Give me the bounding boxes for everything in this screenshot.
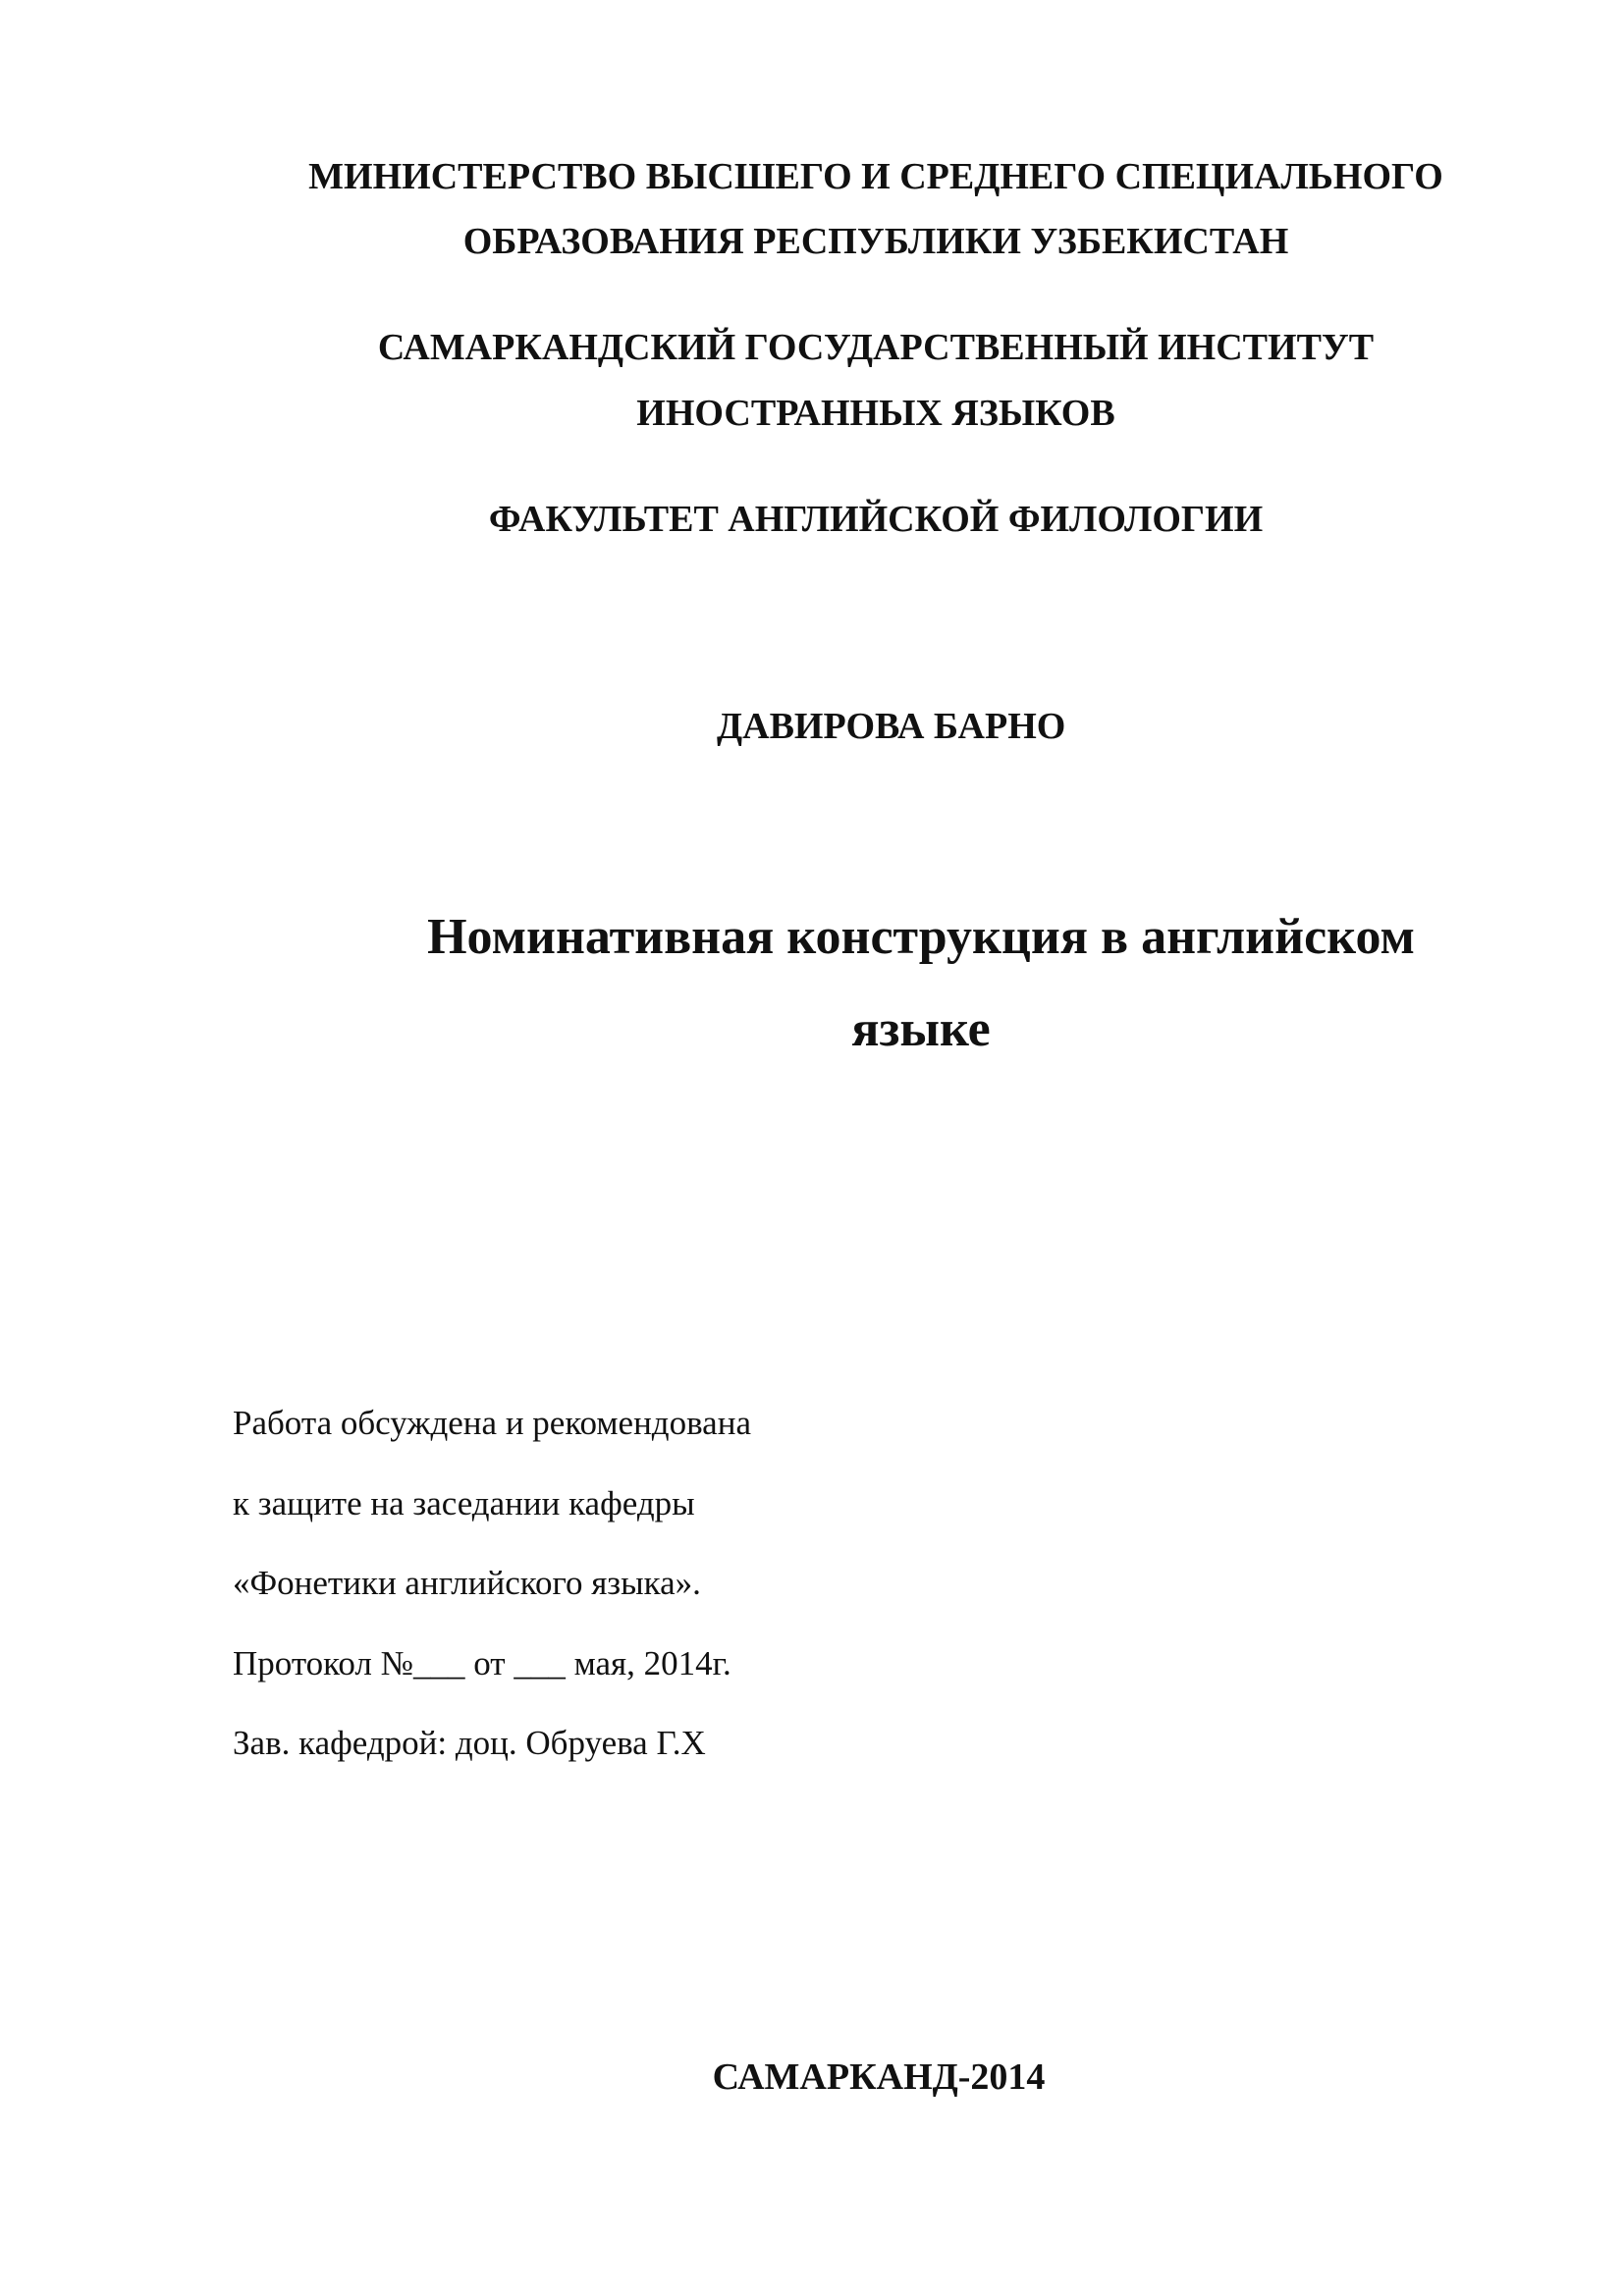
department-head-line: Зав. кафедрой: доц. Обруева Г.Х (233, 1724, 706, 1762)
city-year: САМАРКАНД-2014 (712, 2056, 1046, 2098)
approval-line-2: к защите на заседании кафедры (233, 1484, 695, 1522)
author-name: ДАВИРОВА БАРНО (717, 706, 1066, 747)
institute-line-2: ИНОСТРАННЫХ ЯЗЫКОВ (636, 393, 1115, 434)
approval-line-1: Работа обсуждена и рекомендована (233, 1404, 751, 1442)
ministry-line-1: МИНИСТЕРСТВО ВЫСШЕГО И СРЕДНЕГО СПЕЦИАЛЬНОГО (308, 156, 1443, 197)
thesis-title-line-2: языке (851, 1001, 991, 1057)
institute-line-1: САМАРКАНДСКИЙ ГОСУДАРСТВЕННЫЙ ИНСТИТУТ (377, 327, 1375, 368)
approval-line-3: «Фонетики английского языка». (233, 1564, 701, 1602)
protocol-line: Протокол №___ от ___ мая, 2014г. (233, 1644, 731, 1682)
thesis-title-line-1: Номинативная конструкция в английском (427, 909, 1415, 965)
faculty-name: ФАКУЛЬТЕТ АНГЛИЙСКОЙ ФИЛОЛОГИИ (488, 499, 1264, 540)
ministry-line-2: ОБРАЗОВАНИЯ РЕСПУБЛИКИ УЗБЕКИСТАН (462, 221, 1289, 262)
